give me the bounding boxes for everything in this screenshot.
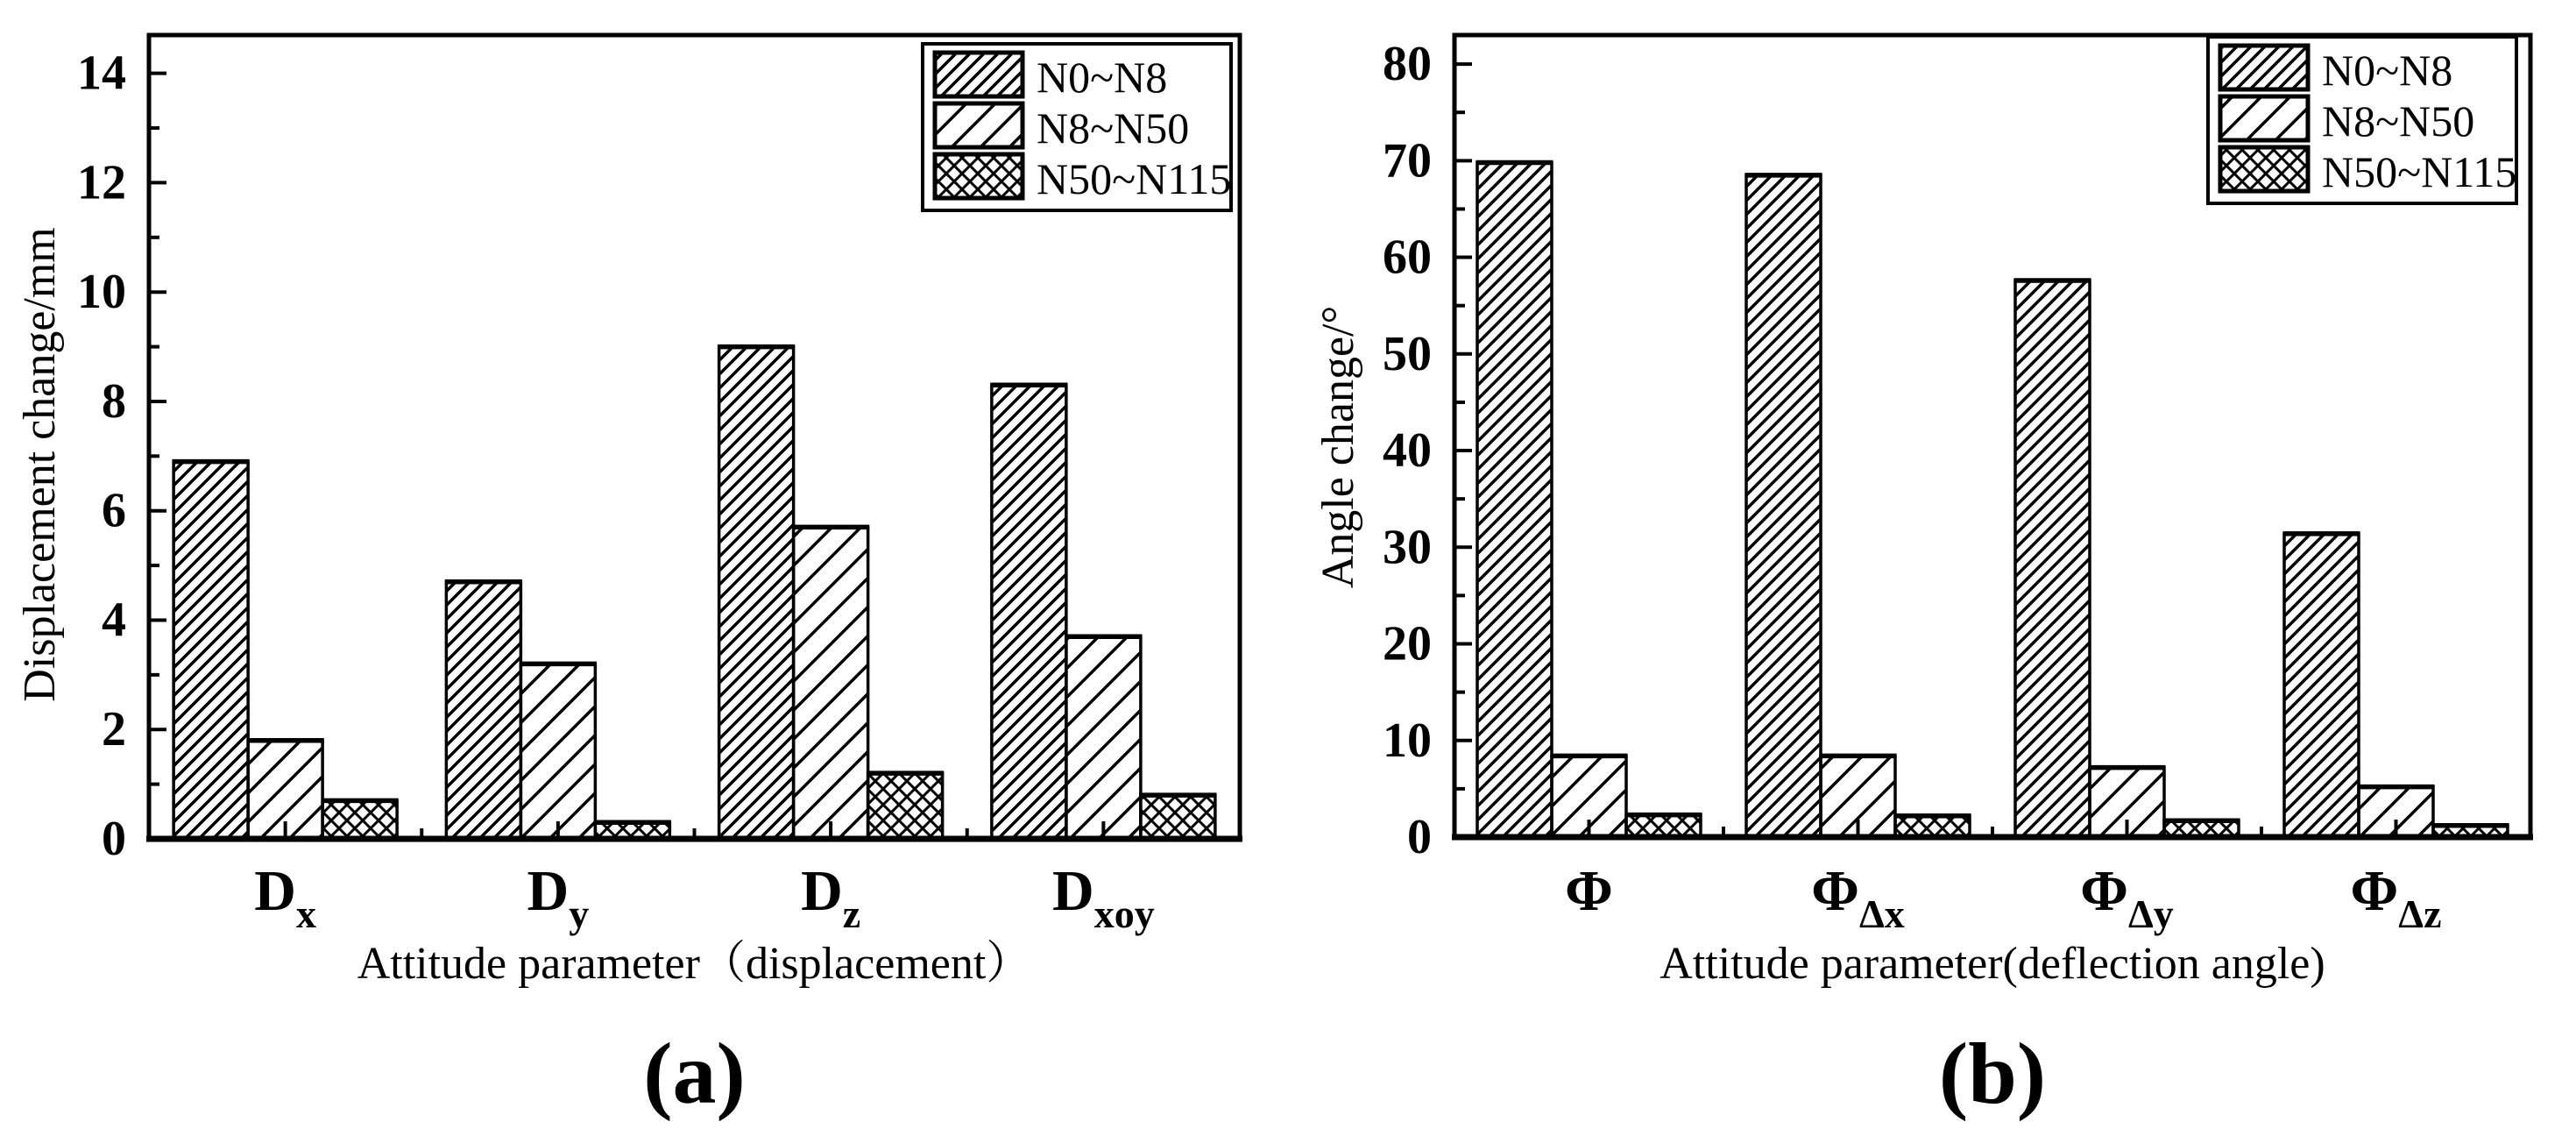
bar-s2-c0 <box>322 800 397 839</box>
bar-s1-c2 <box>794 527 868 839</box>
y-tick-label: 8 <box>102 373 126 429</box>
bar-s1-c1 <box>520 664 595 839</box>
panel-caption: (a) <box>643 1025 746 1122</box>
legend-label-1: N8~N50 <box>1037 103 1190 153</box>
y-axis-title: Angle change/° <box>1313 305 1363 589</box>
bar-s1-c3 <box>1066 636 1141 839</box>
category-label-3: $D_{xoy}$ <box>1052 859 1155 936</box>
legend-swatch-1 <box>935 103 1023 147</box>
panel-caption: (b) <box>1938 1025 2047 1122</box>
category-label-0: $D_x$ <box>254 859 316 936</box>
panel-b <box>1288 0 2576 1129</box>
chart-b-svg <box>1288 0 2576 1129</box>
legend-label-1: N8~N50 <box>2322 96 2475 146</box>
bar-s0-c1 <box>1746 175 1821 837</box>
bar-s0-c2 <box>719 347 794 839</box>
legend-label-0: N0~N8 <box>2322 46 2453 95</box>
y-tick-label: 0 <box>1407 810 1432 864</box>
legend-swatch-0 <box>935 53 1023 96</box>
y-tick-label: 20 <box>1383 616 1432 671</box>
y-tick-label: 50 <box>1383 326 1432 381</box>
bar-s2-c2 <box>868 773 943 839</box>
y-tick-label: 30 <box>1383 520 1432 575</box>
category-label-3: $\Phi_{\Delta z}$ <box>2350 859 2442 936</box>
y-tick-label: 2 <box>102 702 126 757</box>
y-tick-label: 10 <box>1383 713 1432 768</box>
bar-s0-c0 <box>1477 163 1552 837</box>
y-tick-label: 10 <box>77 265 126 320</box>
legend-swatch-2 <box>2220 147 2308 191</box>
legend-swatch-2 <box>935 154 1023 198</box>
x-axis-title: Attitude parameter（displacement） <box>357 939 1032 989</box>
bar-s0-c0 <box>173 462 248 839</box>
bar-s0-c2 <box>2015 280 2090 837</box>
bar-s2-c1 <box>1895 816 1970 837</box>
bar-s0-c3 <box>2284 534 2359 837</box>
y-tick-label: 14 <box>77 46 126 101</box>
bar-s2-c3 <box>1141 795 1215 839</box>
y-tick-label: 80 <box>1383 37 1432 92</box>
legend-swatch-1 <box>2220 96 2308 140</box>
category-label-1: $D_y$ <box>527 859 590 936</box>
x-axis-title: Attitude parameter(deflection angle) <box>1660 939 2325 989</box>
legend-label-2: N50~N115 <box>1037 154 1232 203</box>
y-tick-label: 70 <box>1383 133 1432 188</box>
y-tick-label: 60 <box>1383 230 1432 285</box>
bar-s0-c1 <box>446 582 520 839</box>
y-tick-label: 12 <box>77 155 126 210</box>
category-label-1: $\Phi_{\Delta x}$ <box>1811 859 1905 936</box>
legend-label-0: N0~N8 <box>1037 53 1168 102</box>
category-label-2: $\Phi_{\Delta y}$ <box>2080 859 2174 936</box>
y-tick-label: 6 <box>102 483 126 538</box>
y-tick-label: 40 <box>1383 423 1432 479</box>
category-label-2: $D_z$ <box>801 859 861 936</box>
y-tick-label: 0 <box>102 812 126 866</box>
legend-label-2: N50~N115 <box>2322 147 2517 196</box>
y-axis-title: Displacement change/mm <box>15 227 65 702</box>
category-label-0: Φ <box>1565 859 1613 923</box>
bar-s2-c0 <box>1626 815 1701 837</box>
y-tick-label: 4 <box>102 593 126 648</box>
legend-swatch-0 <box>2220 46 2308 89</box>
bar-s0-c3 <box>992 385 1066 839</box>
